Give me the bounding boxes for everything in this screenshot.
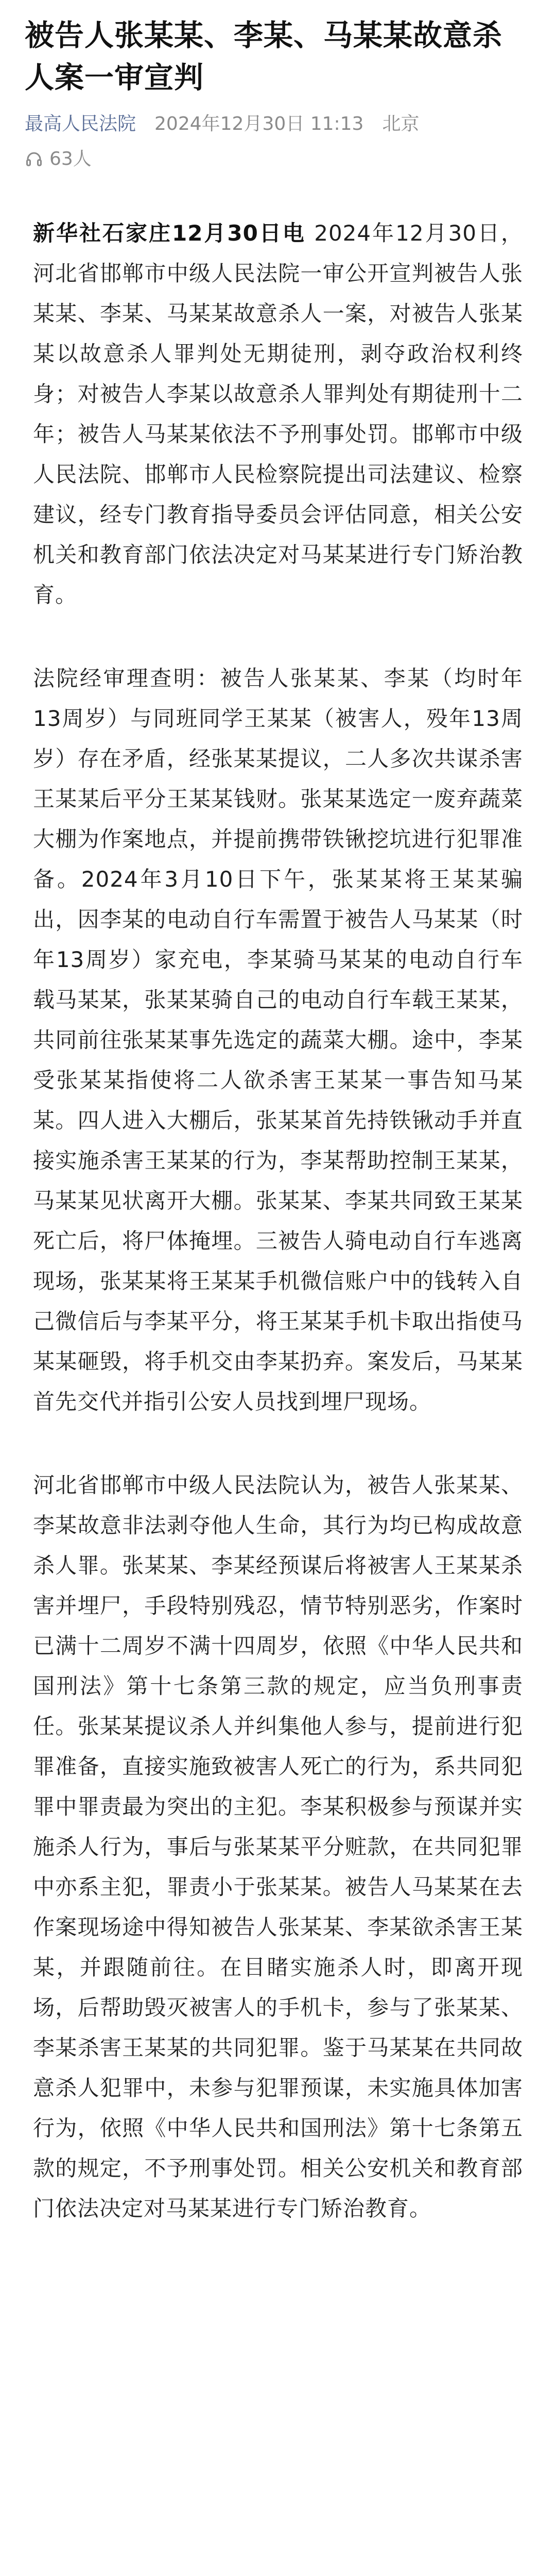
- article-title: 被告人张某某、李某、马某某故意杀人案一审宣判: [25, 19, 502, 95]
- listen-count-text: 63人: [49, 148, 92, 170]
- publish-datetime: 2024年12月30日 11:13: [154, 113, 364, 134]
- paragraph-2-text: 法院经审理查明：被告人张某某、李某（均时年13周岁）与同班同学王某某（被害人，殁年13周岁）存在矛盾，经张某某提议，二人多次共谋杀害王某某后平分王某某钱财。张某某选定一废弃蔬菜大棚为作案地点，并提前携带铁锹挖坑进行犯罪准备。2024年3月10日下午，张某某将王某某骗出，因李某的电动自行车需置于被告人马某某（时年13周岁）家充电，李某骑马某某的电动自行车载马某某，张某某骑自己的电动自行车载王某某，共同前往张某某事先选定的蔬菜大棚。途中，李某受张某某指使将二人欲杀害王某某一事告知马某某。四人进入大棚后，张某某首先持铁锹动手并直接实施杀害王某某的行为，李某帮助控制王某某，马某某见状离开大棚。张某某、李某共同致王某某死亡后，将尸体掩埋。三被告人骑电动自行车逃离现场，张某某将王某某手机微信账户中的钱转入自己微信后与李某平分，将王某某手机卡取出指使马某某砸毁，将手机交由李某扔弃。案发后，马某某首先交代并指引公安人员找到埋尸现场。: [33, 666, 523, 1414]
- paragraph-2: [33, 658, 523, 1422]
- headphone-icon: [25, 150, 43, 168]
- paragraph-1-text: 2024年12月30日，河北省邯郸市中级人民法院一审公开宣判被告人张某某、李某、马某某故意杀人一案，对被告人张某某以故意杀人罪判处无期徒刑，剥夺政治权利终身；对被告人李某以故意杀人罪判处有期徒刑十二年；被告人马某某依法不予刑事处罚。邯郸市中级人民法院、邯郸市人民检察院提出司法建议、检察建议，经专门教育指导委员会评估同意，相关公安机关和教育部门依法决定对马某某进行专门矫治教育。: [33, 221, 524, 607]
- paragraph-3-text: 河北省邯郸市中级人民法院认为，被告人张某某、李某故意非法剥夺他人生命，其行为均已构成故意杀人罪。张某某、李某经预谋后将被害人王某某杀害并埋尸，手段特别残忍，情节特别恶劣，作案时已满十二周岁不满十四周岁，依照《中华人民共和国刑法》第十七条第三款的规定，应当负刑事责任。张某某提议杀人并纠集他人参与，提前进行犯罪准备，直接实施致被害人死亡的行为，系共同犯罪中罪责最为突出的主犯。李某积极参与预谋并实施杀人行为，事后与张某某平分赃款，在共同犯罪中亦系主犯，罪责小于张某某。被告人马某某在去作案现场途中得知被告人张某某、李某欲杀害王某某，并跟随前往。在目睹实施杀人时，即离开现场，后帮助毁灭被害人的手机卡，参与了张某某、李某杀害王某某的共同犯罪。鉴于马某某在共同故意杀人犯罪中，未参与犯罪预谋，未实施具体加害行为，依照《中华人民共和国刑法》第十七条第五款的规定，不予刑事处罚。相关公安机关和教育部门依法决定对马某某进行专门矫治教育。: [33, 1472, 523, 2221]
- article-meta: [25, 111, 531, 137]
- paragraph-3: [33, 1465, 523, 2229]
- paragraph-1: [33, 213, 523, 615]
- listen-count[interactable]: [25, 146, 531, 172]
- publish-location: 北京: [382, 113, 420, 134]
- dateline: 新华社石家庄12月30日电: [33, 221, 306, 246]
- article-body: [25, 213, 531, 2229]
- source-link[interactable]: 最高人民法院: [25, 113, 136, 134]
